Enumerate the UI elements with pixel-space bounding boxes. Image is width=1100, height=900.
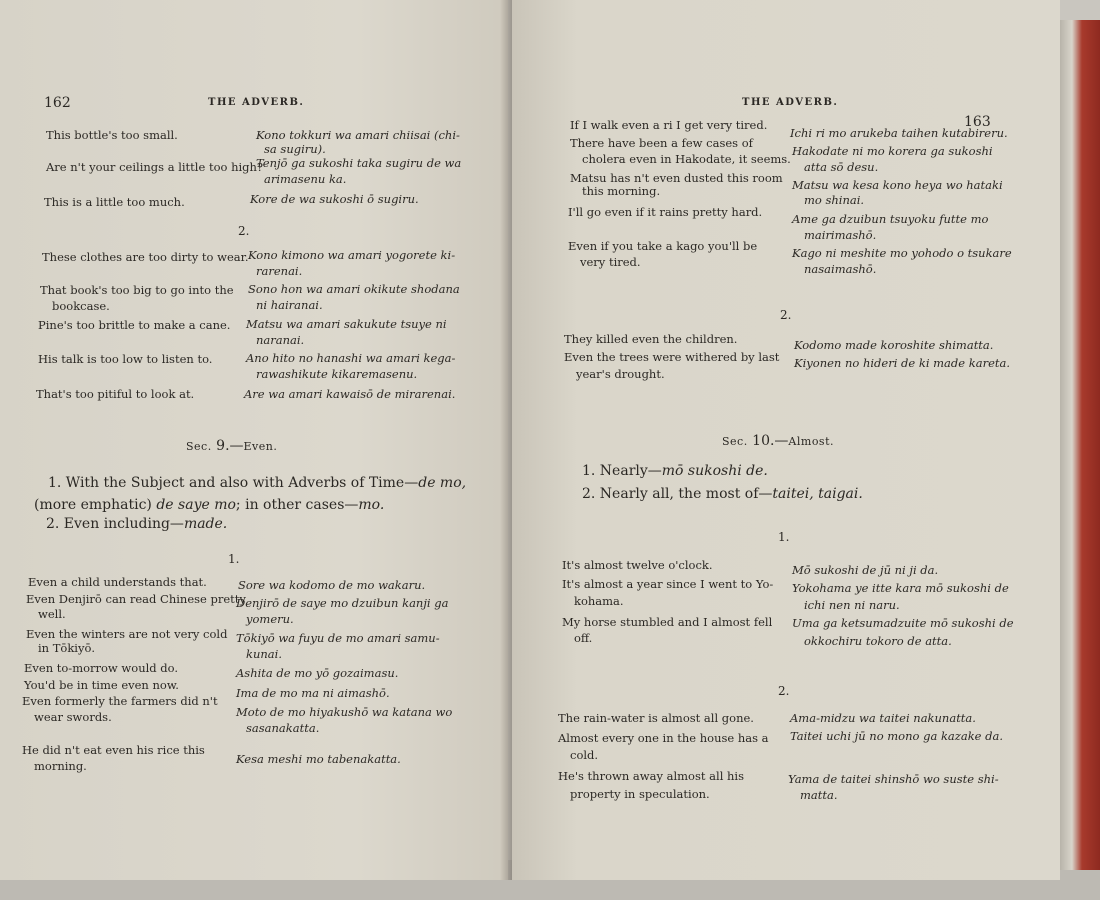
english-line: He did n't eat even his rice this [22, 743, 205, 757]
rule-text: (more emphatic) [34, 497, 157, 513]
english-line: This bottle's too small. [46, 128, 178, 142]
usage-rule [582, 462, 768, 481]
page-number: 162 [44, 95, 71, 111]
section-number: 10.— [752, 433, 789, 449]
section-title: Almost. [788, 435, 834, 448]
japanese-line: naranai. [256, 333, 305, 347]
japanese-line: Ima de mo ma ni aimashō. [236, 686, 390, 700]
japanese-line: Yama de taitei shinshō wo suste shi- [788, 772, 999, 786]
japanese-line: Ichi ri mo arukeba taihen kutabireru. [790, 126, 1008, 140]
english-line: He's thrown away almost all his [558, 769, 745, 783]
japanese-line: Uma ga ketsumadzuite mō sukoshi de [792, 616, 1014, 630]
japanese-line: arimasenu ka. [264, 172, 347, 186]
example-group-number: 1. [228, 552, 240, 566]
english-line: There have been a few cases of [570, 136, 753, 150]
japanese-line: atta sō desu. [804, 160, 879, 174]
japanese-line: sa sugiru). [264, 142, 326, 156]
japanese-line: Ashita de mo yō gozaimasu. [236, 666, 399, 680]
usage-rule [48, 474, 466, 493]
english-line: These clothes are too dirty to wear. [42, 250, 249, 264]
japanese-line: Tōkiyō wa fuyu de mo amari samu- [236, 631, 440, 645]
japanese-line: matta. [800, 788, 838, 802]
rule-text: ; in other cases— [235, 497, 359, 513]
section-prefix: Sec. [186, 440, 212, 453]
japanese-line: Matsu wa kesa kono heya wo hataki [792, 178, 1003, 192]
japanese-line: ichi nen ni naru. [804, 598, 900, 612]
english-line: It's almost a year since I went to Yo- [562, 577, 774, 591]
japanese-line: Denjirō de saye mo dzuibun kanji ga [236, 596, 449, 610]
english-line: Even if you take a kago you'll be [568, 239, 758, 253]
japanese-line: Hakodate ni mo korera ga sukoshi [792, 144, 993, 158]
english-line: wear swords. [34, 710, 112, 724]
rule-japanese: de mo, [418, 475, 467, 491]
english-line: They killed even the children. [564, 332, 738, 346]
rule-japanese: mo. [358, 497, 385, 513]
japanese-line: Ame ga dzuibun tsuyoku futte mo [792, 212, 989, 226]
japanese-line: Ano hito no hanashi wa amari kega- [246, 351, 456, 365]
japanese-line: mo shinai. [804, 193, 865, 207]
book-cover-edge [1060, 20, 1100, 870]
english-line: You'd be in time even now. [24, 678, 179, 692]
japanese-line: Ama-midzu wa taitei nakunatta. [790, 711, 976, 725]
japanese-line: mairimashō. [804, 228, 877, 242]
english-line: kohama. [574, 594, 624, 608]
english-line: morning. [34, 759, 87, 773]
english-line: I'll go even if it rains pretty hard. [568, 205, 763, 219]
japanese-line: kunai. [246, 647, 282, 661]
japanese-line: yomeru. [246, 612, 294, 626]
running-header: THE ADVERB. [742, 97, 839, 108]
japanese-line: rawashikute kikaremasenu. [256, 367, 418, 381]
rule-japanese: de saye mo [156, 497, 236, 513]
section-heading [722, 433, 834, 449]
english-line: That book's too big to go into the [40, 283, 234, 297]
english-line: Even to-morrow would do. [24, 661, 179, 675]
japanese-line: nasaimashō. [804, 262, 877, 276]
english-line: Even the trees were withered by last [564, 350, 780, 364]
english-line: The rain-water is almost all gone. [558, 711, 754, 725]
english-line: Matsu has n't even dusted this room [570, 171, 783, 185]
english-line: My horse stumbled and I almost fell [562, 615, 773, 629]
english-line: Are n't your ceilings a little too high? [46, 160, 264, 174]
english-line: year's drought. [576, 367, 665, 381]
english-line: Even formerly the farmers did n't [22, 694, 218, 708]
japanese-line: Matsu wa amari sakukute tsuye ni [246, 317, 447, 331]
japanese-line: Kore de wa sukoshi ō sugiru. [250, 192, 419, 206]
page-number: 163 [964, 114, 991, 130]
example-group-number: 1. [778, 530, 790, 544]
japanese-line: Sore wa kodomo de mo wakaru. [238, 578, 426, 592]
usage-rule [46, 515, 227, 534]
english-line: Even Denjirō can read Chinese pretty [26, 592, 246, 606]
japanese-line: sasanakatta. [246, 721, 320, 735]
usage-rule [34, 496, 384, 515]
japanese-line: rarenai. [256, 264, 303, 278]
english-line: off. [574, 631, 593, 645]
english-line: bookcase. [52, 299, 110, 313]
english-line: This is a little too much. [44, 195, 185, 209]
english-line: That's too pitiful to look at. [36, 387, 195, 401]
english-line: cold. [570, 748, 599, 762]
section-heading [186, 438, 277, 454]
section-prefix: Sec. [722, 435, 748, 448]
japanese-line: Yokohama ye itte kara mō sukoshi de [792, 581, 1009, 595]
japanese-line: Sono hon wa amari okikute shodana [248, 282, 460, 296]
rule-text: 1. With the Subject and also with Adverbs of Time— [48, 475, 419, 491]
rule-text: 2. Even including— [46, 516, 184, 532]
english-line: this morning. [582, 184, 661, 198]
japanese-line: okkochiru tokoro de atta. [804, 634, 952, 648]
example-group-number: 2. [238, 224, 250, 238]
english-line: His talk is too low to listen to. [38, 352, 213, 366]
english-line: well. [38, 607, 66, 621]
japanese-line: ni hairanai. [256, 298, 323, 312]
rule-japanese: taitei, taigai. [772, 486, 863, 502]
japanese-line: Moto de mo hiyakushō wa katana wo [236, 705, 453, 719]
example-group-number: 2. [778, 684, 790, 698]
japanese-line: Kodomo made koroshite shimatta. [794, 338, 994, 352]
rule-japanese: made. [183, 516, 228, 532]
japanese-line: Tenjō ga sukoshi taka sugiru de wa [256, 156, 462, 170]
japanese-line: Kono tokkuri wa amari chiisai (chi- [256, 128, 460, 142]
rule-japanese: mō sukoshi de. [661, 463, 768, 479]
japanese-line: Kesa meshi mo tabenakatta. [236, 752, 401, 766]
english-line: Almost every one in the house has a [558, 731, 769, 745]
running-header: THE ADVERB. [208, 97, 305, 108]
section-number: 9.— [216, 438, 244, 454]
japanese-line: Kono kimono wa amari yogorete ki- [248, 248, 456, 262]
japanese-line: Kiyonen no hideri de ki made kareta. [794, 356, 1011, 370]
example-group-number: 2. [780, 308, 792, 322]
japanese-line: Mō sukoshi de jū ni ji da. [792, 563, 939, 577]
english-line: Even the winters are not very cold [26, 627, 228, 641]
japanese-line: Are wa amari kawaisō de mirarenai. [244, 387, 456, 401]
english-line: in Tōkiyō. [38, 641, 96, 655]
english-line: very tired. [580, 255, 641, 269]
english-line: Pine's too brittle to make a cane. [38, 318, 231, 332]
english-line: Even a child understands that. [28, 575, 207, 589]
right-page [512, 0, 1060, 880]
usage-rule [582, 485, 863, 504]
english-line: property in speculation. [570, 787, 710, 801]
japanese-line: Taitei uchi jū no mono ga kazake da. [790, 729, 1004, 743]
english-line: cholera even in Hakodate, it seems. [582, 152, 791, 166]
english-line: If I walk even a ri I get very tired. [570, 118, 768, 132]
rule-text: 1. Nearly— [582, 463, 662, 479]
japanese-line: Kago ni meshite mo yohodo o tsukare [792, 246, 1012, 260]
rule-text: 2. Nearly all, the most of— [582, 486, 773, 502]
section-title: Even. [243, 440, 278, 453]
english-line: It's almost twelve o'clock. [562, 558, 713, 572]
left-page [0, 0, 508, 880]
